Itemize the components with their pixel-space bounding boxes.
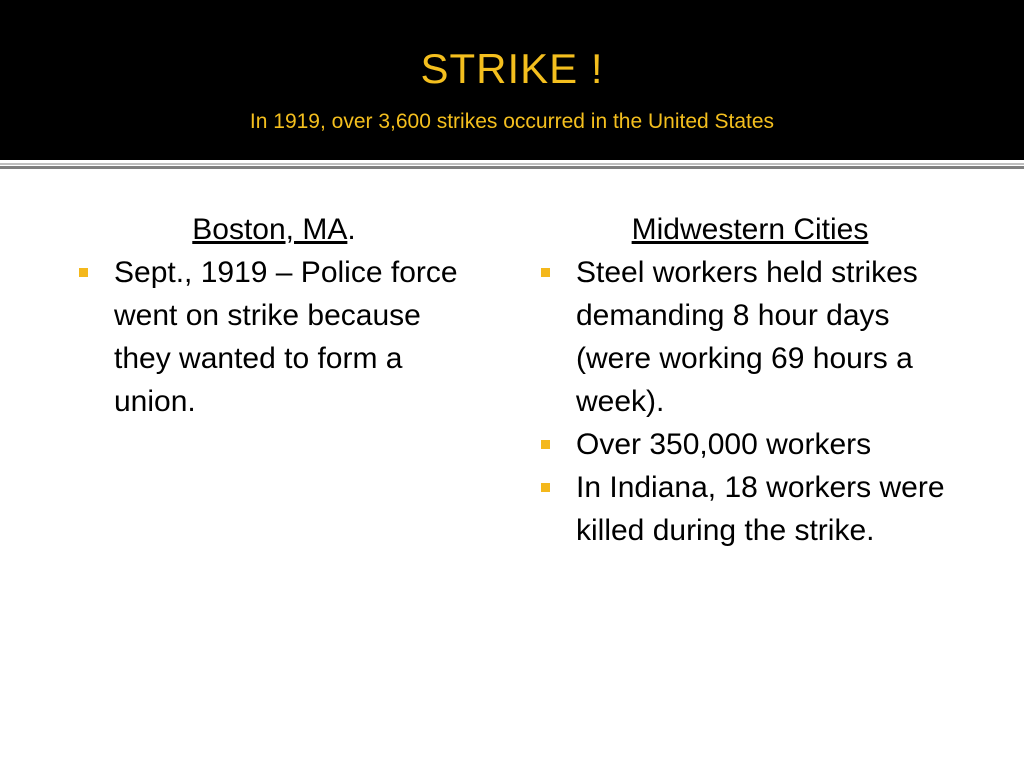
bullet-text: Steel workers held strikes demanding 8 hour days (were working 69 hours a week). [576, 256, 918, 418]
right-column-heading [540, 208, 960, 251]
slide-subtitle: In 1919, over 3,600 strikes occurred in the United States [249, 110, 775, 133]
bullet-item [540, 251, 960, 423]
slide-title: STRIKE ! [420, 45, 604, 92]
square-bullet-icon [541, 268, 550, 277]
title-bar [0, 0, 1024, 160]
right-column [540, 208, 960, 552]
right-heading-text: Midwestern Cities [631, 213, 869, 246]
bullet-text: Over 350,000 workers [576, 428, 872, 461]
divider-thick [0, 166, 1024, 169]
left-column-heading [78, 208, 470, 251]
bullet-item [78, 251, 470, 423]
left-heading-suffix: . [347, 213, 356, 246]
bullet-text: Sept., 1919 – Police force went on strike because they wanted to form a union. [114, 256, 458, 418]
bullet-item [540, 423, 960, 466]
square-bullet-icon [541, 483, 550, 492]
square-bullet-icon [79, 268, 88, 277]
bullet-text: In Indiana, 18 workers were killed during the strike. [576, 471, 945, 547]
left-heading-text: Boston, MA [192, 213, 348, 246]
bullet-item [540, 466, 960, 552]
left-column [78, 208, 470, 423]
square-bullet-icon [541, 440, 550, 449]
divider-thin [0, 163, 1024, 165]
